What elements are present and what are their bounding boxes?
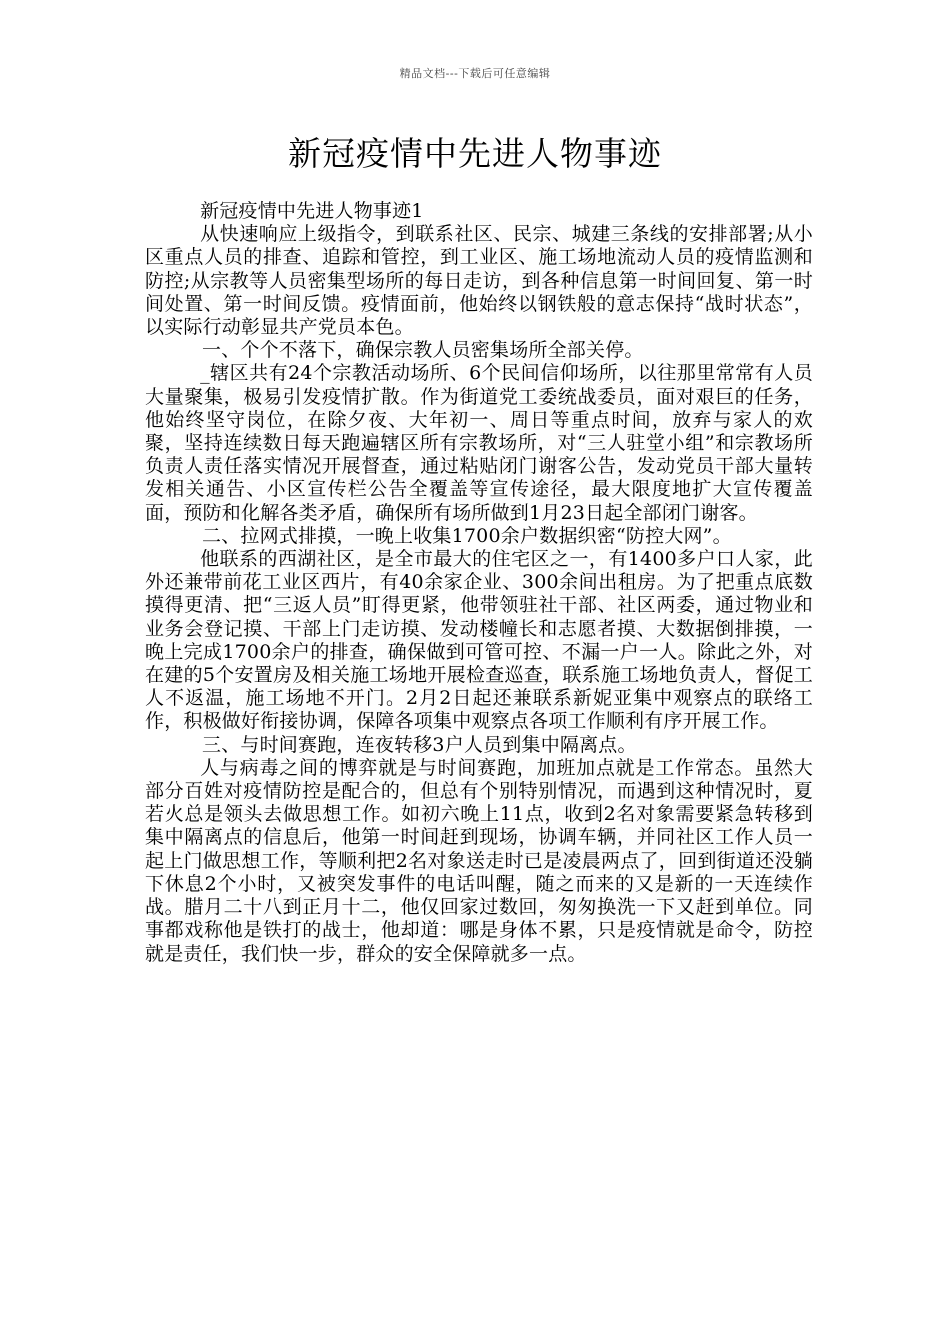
section-paragraph-2: 他联系的西湖社区，是全市最大的住宅区之一，有1400多户口人家，此外还兼带前花工业区西片，有40余家企业、300余间出租房。为了把重点底数摸得更清、把“三返人员”盯得更紧，他带领驻社干部、社区两委，通过物业和业务会登记摸、干部上门走访摸、发动楼幢长和志愿者摸、大数据倒排摸，一晚上完成1700余户的排查，确保做到可管可控、不漏一户一人。除此之外，对在建的5个安置房及相关施工场地开展检查巡查，联系施工场地负责人，督促工人不返温，施工场地不开门。2月2日起还兼联系新妮亚集中观察点的联络工作，积极做好衔接协调，保障各项集中观察点各项工作顺利有序开展工作。 bbox=[145, 548, 813, 733]
document-body bbox=[145, 200, 813, 966]
section-paragraph-1: _辖区共有24个宗教活动场所、6个民间信仰场所，以往那里常常有人员大量聚集，极易引发疫情扩散。作为街道党工委统战委员，面对艰巨的任务，他始终坚守岗位，在除夕夜、大年初一、周日等重点时间，放弃与家人的欢聚，坚持连续数日每天跑遍辖区所有宗教场所，对“三人驻堂小组”和宗教场所负责人责任落实情况开展督查，通过粘贴闭门谢客公告，发动党员干部大量转发相关通告、小区宣传栏公告全覆盖等宣传途径，最大限度地扩大宣传覆盖面，预防和化解各类矛盾，确保所有场所做到1月23日起全部闭门谢客。 bbox=[145, 362, 813, 524]
section-heading-2: 二、拉网式排摸，一晚上收集1700余户数据织密“防控大网”。 bbox=[202, 524, 732, 547]
header-note: 精品文档---下载后可任意编辑 bbox=[399, 67, 551, 80]
section-paragraph-3: 人与病毒之间的博弈就是与时间赛跑，加班加点就是工作常态。虽然大部分百姓对疫情防控是配合的，但总有个别特别情况，而遇到这种情况时，夏若火总是领头去做思想工作。如初六晚上11点，收到2名对象需要紧急转移到集中隔离点的信息后，他第一时间赶到现场，协调车辆，并同社区工作人员一起上门做思想工作，等顺利把2名对象送走时已是凌晨两点了，回到街道还没躺下休息2个小时，又被突发事件的电话叫醒，随之而来的又是新的一天连续作战。腊月二十八到正月十二，他仅回家过数回，匆匆换洗一下又赶到单位。同事都戏称他是铁打的战士，他却道：哪是身体不累，只是疫情就是命令，防控就是责任，我们快一步，群众的安全保障就多一点。 bbox=[145, 756, 813, 965]
subtitle-paragraph: 新冠疫情中先进人物事迹1 bbox=[200, 200, 424, 222]
section-heading-1: 一、个个不落下，确保宗教人员密集场所全部关停。 bbox=[202, 339, 644, 362]
document-title: 新冠疫情中先进人物事迹 bbox=[288, 134, 662, 173]
intro-paragraph: 从快速响应上级指令，到联系社区、民宗、城建三条线的安排部署;从小区重点人员的排查、追踪和管控，到工业区、施工场地流动人员的疫情监测和防控;从宗教等人员密集型场所的每日走访，到各种信息第一时间回复、第一时间处置、第一时间反馈。疫情面前，他始终以钢铁般的意志保持“战时状态”，以实际行动彰显共产党员本色。 bbox=[145, 223, 813, 339]
section-heading-3: 三、与时间赛跑，连夜转移3户人员到集中隔离点。 bbox=[202, 733, 637, 756]
